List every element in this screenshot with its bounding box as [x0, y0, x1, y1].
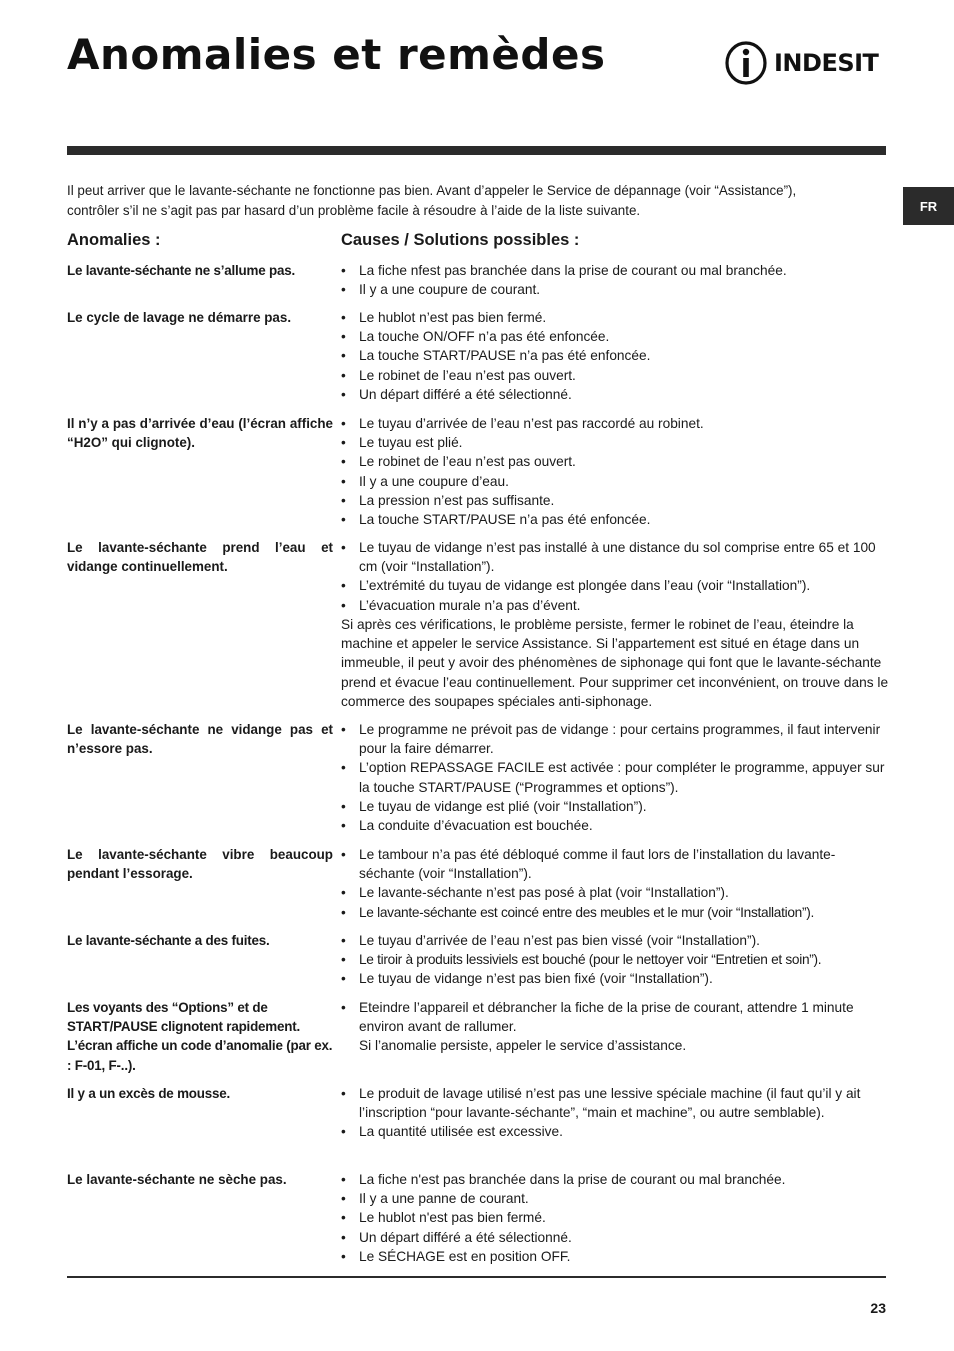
anomaly-label: Le lavante-séchante ne vidange pas et n’essore pas. — [67, 722, 333, 757]
intro-paragraph: Il peut arriver que le lavante-séchante ne fonctionne pas bien. Avant d’appeler le Service de dépannage (voir “Assistance”), contrôler s’il ne s’agit pas par hasard d’un problème facile à résoudre à l’aide de la liste suivante. — [67, 183, 797, 218]
cause-item: • La touche START/PAUSE n’a pas été enfoncée. — [341, 346, 889, 365]
cause-item: • Le tiroir à produits lessiviels est bouché (pour le nettoyer voir “Entretien et soin”). — [341, 950, 889, 969]
anomaly-label: Le lavante-séchante ne s’allume pas. — [67, 263, 295, 278]
cause-followup: Si l’anomalie persiste, appeler le service d’assistance. — [359, 1038, 687, 1054]
causes-list — [341, 931, 889, 989]
anomaly-label: Le lavante-séchante vibre beaucoup pendant l’essorage. — [67, 847, 333, 882]
cause-item: • Le programme ne prévoit pas de vidange : pour certains programmes, il faut intervenir pour la faire démarrer. — [341, 720, 889, 758]
cause-item: • Le tuyau de vidange est plié (voir “Installation”). — [341, 797, 889, 816]
causes-list — [341, 261, 889, 299]
cause-item: • Le SÉCHAGE est en position OFF. — [341, 1247, 889, 1266]
causes-list — [341, 414, 889, 529]
anomaly-label: Le lavante-séchante ne sèche pas. — [67, 1172, 287, 1187]
cause-item: • Le lavante-séchante n’est pas posé à plat (voir “Installation”). — [341, 883, 889, 902]
cause-item: • Le tuyau de vidange n’est pas installé à une distance du sol comprise entre 65 et 100 cm (voir “Installation”). — [341, 538, 889, 576]
siphoning-note: Si après ces vérifications, le problème persiste, fermer le robinet de l’eau, éteindre la machine et appeler le service Assistance. Si l’appartement est situé en étage dans un immeuble, il peut y avoir des phénomènes de siphonage qui font que le lavante-séchante prend et évacue l’eau continuellement. Pour supprimer cet inconvénient, on trouve dans le commerce des soupapes spéciales anti-siphonage. — [341, 617, 889, 709]
cause-item: • Le produit de lavage utilisé n’est pas une lessive spéciale machine (il faut qu’il y ait l’inscription “pour lavante-séchante”, “main et machine”, ou autre semblable). — [341, 1084, 889, 1122]
cause-item: • La conduite d’évacuation est bouchée. — [341, 816, 889, 835]
cause-item: • La fiche nfest pas branchée dans la prise de courant ou mal branchée. — [341, 261, 889, 280]
page-title: Anomalies et remèdes — [67, 30, 606, 79]
language-tab: FR — [903, 187, 954, 225]
cause-item: • Le hublot n’est pas bien fermé. — [341, 308, 889, 327]
cause-item: • La quantité utilisée est excessive. — [341, 1122, 889, 1141]
header-rule — [67, 146, 886, 155]
cause-item: • Un départ différé a été sélectionné. — [341, 385, 889, 404]
anomaly-label: Il y a un excès de mousse. — [67, 1086, 231, 1101]
brand-logo — [724, 40, 878, 86]
cause-item: • Le hublot n'est pas bien fermé. — [341, 1208, 889, 1227]
cause-item: • La fiche n'est pas branchée dans la prise de courant ou mal branchée. — [341, 1170, 889, 1189]
cause-item: • Un départ différé a été sélectionné. — [341, 1228, 889, 1247]
indesit-i-icon — [724, 40, 768, 86]
cause-item: • Le tambour n’a pas été débloqué comme il faut lors de l’installation du lavante-séchante (voir “Installation”). — [341, 845, 889, 883]
cause-item: • La touche ON/OFF n’a pas été enfoncée. — [341, 327, 889, 346]
cause-item: • Le tuyau d’arrivée de l’eau n’est pas bien vissé (voir “Installation”). — [341, 931, 889, 950]
cause-item: • Le lavante-séchante est coincé entre des meubles et le mur (voir “Installation”). — [341, 903, 889, 922]
anomaly-label: Les voyants des “Options” et de START/PAUSE clignotent rapidement. L’écran affiche un code d’anomalie (par ex. : F-01, F-..). — [67, 1000, 333, 1073]
cause-item: • Il y a une coupure d’eau. — [341, 472, 889, 491]
anomaly-label: Il n’y a pas d’arrivée d’eau (l’écran affiche “H2O” qui clignote). — [67, 416, 333, 451]
cause-item: • La pression n’est pas suffisante. — [341, 491, 889, 510]
causes-list — [341, 538, 889, 615]
cause-item: • Il y a une panne de courant. — [341, 1189, 889, 1208]
cause-item: • L’option REPASSAGE FACILE est activée : pour compléter le programme, appuyer sur la touche START/PAUSE (“Programmes et options”). — [341, 758, 889, 796]
causes-list — [341, 720, 889, 835]
cause-item: • Le tuyau est plié. — [341, 433, 889, 452]
causes-list — [341, 998, 889, 1056]
cause-item: • Le tuyau d’arrivée de l’eau n’est pas raccordé au robinet. — [341, 414, 889, 433]
anomaly-label: Le cycle de lavage ne démarre pas. — [67, 310, 292, 325]
cause-text: Eteindre l’appareil et débrancher la fiche de la prise de courant, attendre 1 minute environ avant de rallumer. — [359, 1000, 854, 1035]
causes-list — [341, 308, 889, 404]
causes-list — [341, 1170, 889, 1266]
anomaly-label: Le lavante-séchante prend l’eau et vidange continuellement. — [67, 540, 333, 575]
footer-rule — [67, 1276, 886, 1278]
anomalies-heading: Anomalies : — [67, 231, 161, 249]
causes-list — [341, 845, 889, 922]
causes-list — [341, 1084, 889, 1142]
cause-item — [341, 998, 889, 1056]
cause-item: • Il y a une coupure de courant. — [341, 280, 889, 299]
cause-item: • La touche START/PAUSE n’a pas été enfoncée. — [341, 510, 889, 529]
cause-item: • Le robinet de l’eau n’est pas ouvert. — [341, 366, 889, 385]
cause-item: • Le robinet de l’eau n’est pas ouvert. — [341, 452, 889, 471]
brand-wordmark: INDESIT — [774, 49, 879, 77]
anomaly-label: Le lavante-séchante a des fuites. — [67, 933, 270, 948]
cause-item: • L’évacuation murale n’a pas d’évent. — [341, 596, 889, 615]
cause-item: • L’extrémité du tuyau de vidange est plongée dans l’eau (voir “Installation”). — [341, 576, 889, 595]
page-number: 23 — [870, 1300, 886, 1316]
causes-heading: Causes / Solutions possibles : — [341, 231, 580, 249]
cause-item: • Le tuyau de vidange n’est pas bien fixé (voir “Installation”). — [341, 969, 889, 988]
